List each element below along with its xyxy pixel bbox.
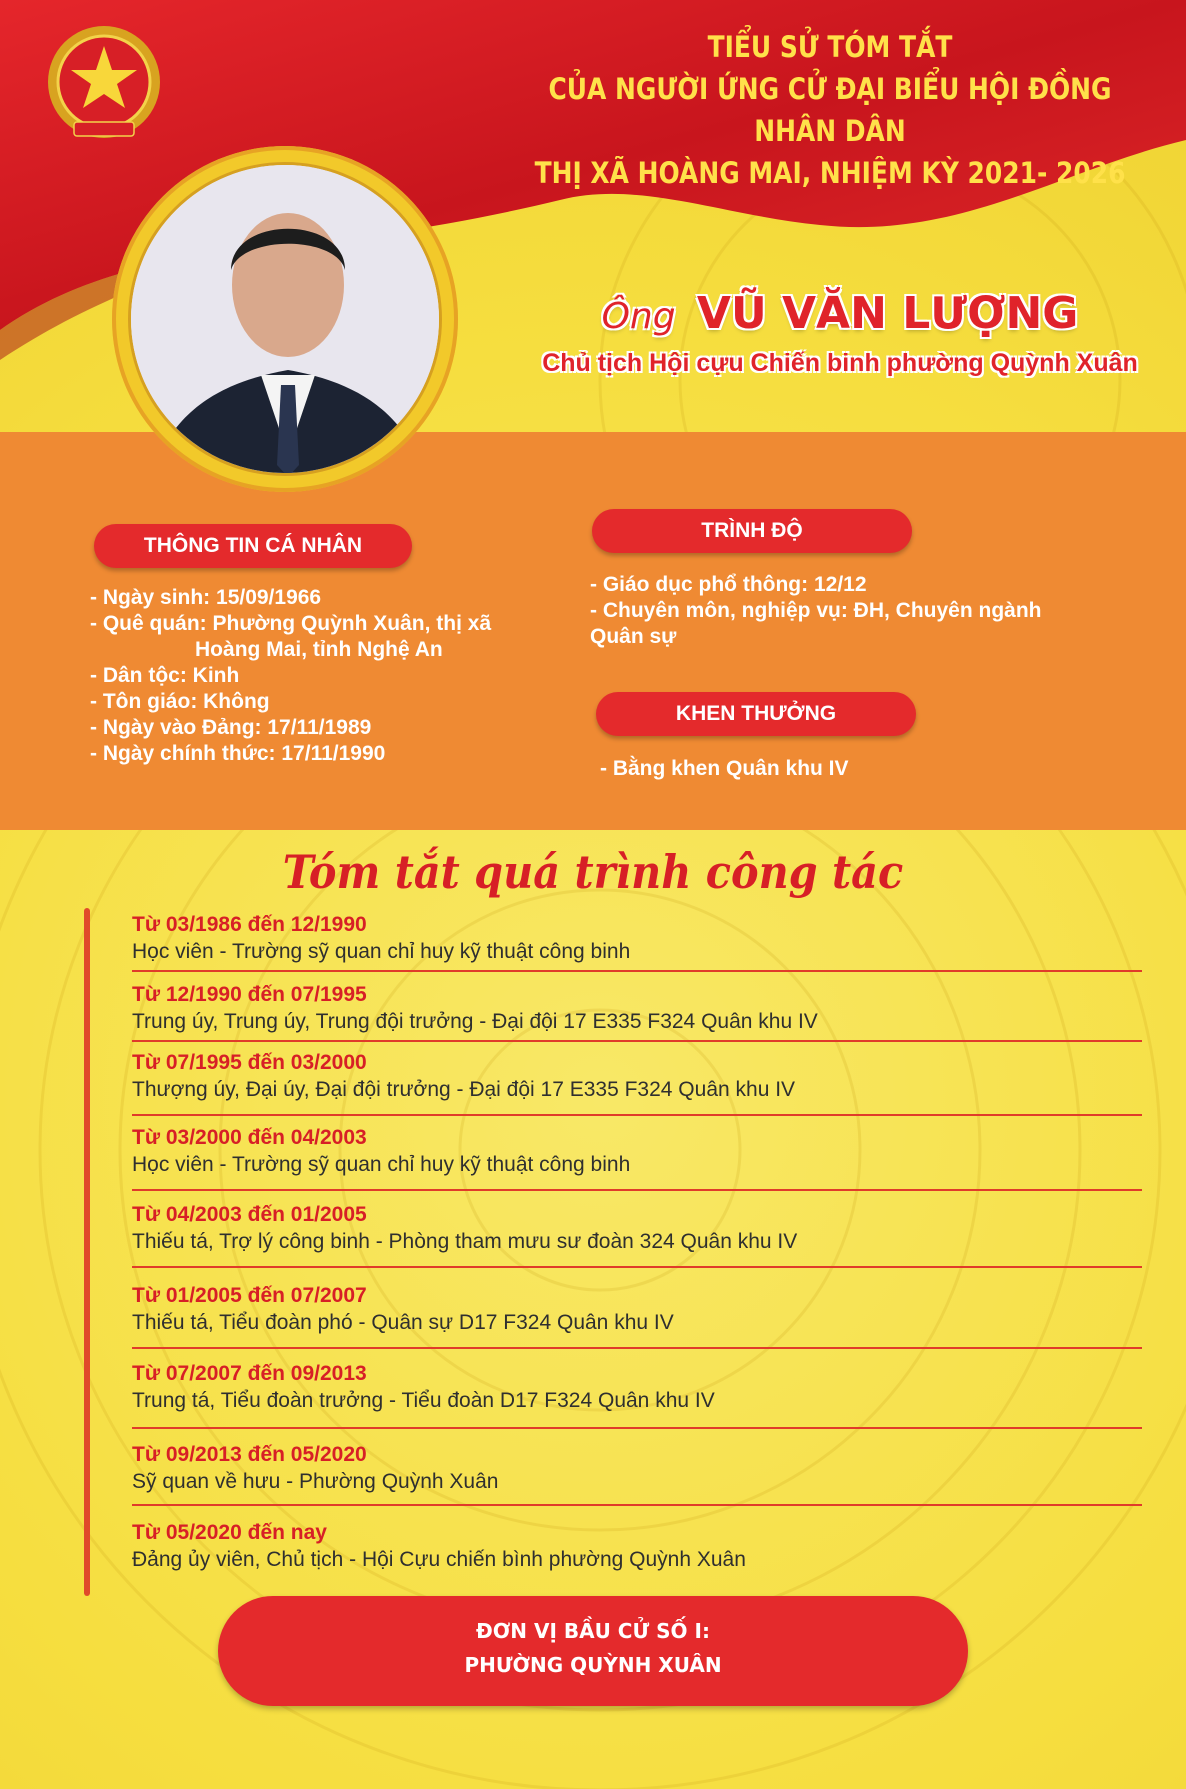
personal-info-line: Hoàng Mai, tỉnh Nghệ An bbox=[90, 638, 443, 661]
electoral-unit-name: PHƯỜNG QUỲNH XUÂN bbox=[464, 1653, 722, 1677]
career-description: Đảng ủy viên, Chủ tịch - Hội Cựu chiến bình phường Quỳnh Xuân bbox=[132, 1548, 746, 1571]
header-line-1: TIỂU SỬ TÓM TẮT bbox=[707, 30, 953, 64]
career-description: Học viên - Trường sỹ quan chỉ huy kỹ thuật công binh bbox=[132, 940, 631, 963]
education-heading: TRÌNH ĐỘ bbox=[592, 509, 912, 553]
personal-info-heading: THÔNG TIN CÁ NHÂN bbox=[94, 524, 412, 568]
career-date: Từ 09/2013 đến 05/2020 bbox=[132, 1443, 367, 1466]
electoral-unit-label: ĐƠN VỊ BẦU CỬ SỐ I: bbox=[476, 1619, 710, 1643]
divider bbox=[132, 1040, 1142, 1042]
career-date: Từ 07/1995 đến 03/2000 bbox=[132, 1051, 367, 1074]
education-line: Quân sự bbox=[590, 625, 677, 648]
career-description: Thiếu tá, Trợ lý công binh - Phòng tham mưu sư đoàn 324 Quân khu IV bbox=[132, 1230, 798, 1253]
career-date: Từ 12/1990 đến 07/1995 bbox=[132, 983, 367, 1006]
candidate-name bbox=[500, 288, 1180, 339]
career-description: Học viên - Trường sỹ quan chỉ huy kỹ thuật công binh bbox=[132, 1153, 631, 1176]
education-line: - Giáo dục phổ thông: 12/12 bbox=[590, 573, 867, 596]
candidate-name-block bbox=[500, 288, 1180, 378]
career-item bbox=[132, 1283, 1142, 1337]
header-line-3: THỊ XÃ HOÀNG MAI, NHIỆM KỲ 2021- 2026 bbox=[534, 156, 1126, 190]
personal-info-line: - Ngày chính thức: 17/11/1990 bbox=[90, 742, 386, 765]
personal-info-line: - Ngày vào Đảng: 17/11/1989 bbox=[90, 716, 372, 739]
personal-info-list bbox=[90, 585, 491, 767]
divider bbox=[132, 1347, 1142, 1349]
divider bbox=[132, 1266, 1142, 1268]
education-line: - Chuyên môn, nghiệp vụ: ĐH, Chuyên ngành bbox=[590, 599, 1042, 622]
divider bbox=[132, 970, 1142, 972]
career-item bbox=[132, 982, 1142, 1036]
career-date: Từ 05/2020 đến nay bbox=[132, 1521, 327, 1544]
career-date: Từ 03/1986 đến 12/1990 bbox=[132, 913, 367, 936]
career-item bbox=[132, 1361, 1142, 1415]
career-date: Từ 03/2000 đến 04/2003 bbox=[132, 1126, 367, 1149]
divider bbox=[132, 1427, 1142, 1429]
personal-info-line: - Dân tộc: Kinh bbox=[90, 664, 240, 687]
career-item bbox=[132, 1125, 1142, 1179]
name-text: VŨ VĂN LƯỢNG bbox=[696, 288, 1079, 339]
personal-info-line: - Ngày sinh: 15/09/1966 bbox=[90, 586, 322, 609]
career-item bbox=[132, 912, 1142, 966]
career-item bbox=[132, 1520, 1142, 1574]
career-description: Trung tá, Tiểu đoàn trưởng - Tiểu đoàn D17 F324 Quân khu IV bbox=[132, 1389, 715, 1412]
header-line-2: CỦA NGƯỜI ỨNG CỬ ĐẠI BIỂU HỘI ĐỒNG NHÂN DÂN bbox=[548, 72, 1112, 148]
document-header bbox=[480, 26, 1180, 194]
career-section-title: Tóm tắt quá trình công tác bbox=[282, 845, 904, 899]
awards-list bbox=[600, 756, 849, 782]
career-item bbox=[132, 1050, 1142, 1104]
vietnam-national-emblem-icon bbox=[40, 22, 168, 148]
candidate-position: Chủ tịch Hội cựu Chiến binh phường Quỳnh Xuân bbox=[542, 349, 1138, 377]
divider bbox=[132, 1114, 1142, 1116]
timeline-bar bbox=[84, 908, 90, 1596]
personal-info-line: - Tôn giáo: Không bbox=[90, 690, 270, 713]
career-date: Từ 04/2003 đến 01/2005 bbox=[132, 1203, 367, 1226]
career-description: Trung úy, Trung úy, Trung đội trưởng - Đại đội 17 E335 F324 Quân khu IV bbox=[132, 1010, 818, 1033]
awards-heading: KHEN THƯỞNG bbox=[596, 692, 916, 736]
personal-info-line: - Quê quán: Phường Quỳnh Xuân, thị xã bbox=[90, 612, 492, 635]
name-prefix: Ông bbox=[601, 296, 676, 337]
career-description: Thượng úy, Đại úy, Đại đội trưởng - Đại đội 17 E335 F324 Quân khu IV bbox=[132, 1078, 796, 1101]
career-item bbox=[132, 1442, 1142, 1496]
career-item bbox=[132, 1202, 1142, 1256]
education-list bbox=[590, 572, 1042, 650]
career-description: Sỹ quan về hưu - Phường Quỳnh Xuân bbox=[132, 1470, 499, 1493]
divider bbox=[132, 1189, 1142, 1191]
career-date: Từ 01/2005 đến 07/2007 bbox=[132, 1284, 367, 1307]
awards-line: - Bằng khen Quân khu IV bbox=[600, 757, 849, 780]
electoral-unit-banner bbox=[218, 1596, 968, 1706]
portrait-photo bbox=[128, 162, 442, 476]
divider bbox=[132, 1504, 1142, 1506]
career-description: Thiếu tá, Tiểu đoàn phó - Quân sự D17 F324 Quân khu IV bbox=[132, 1311, 674, 1334]
career-date: Từ 07/2007 đến 09/2013 bbox=[132, 1362, 367, 1385]
